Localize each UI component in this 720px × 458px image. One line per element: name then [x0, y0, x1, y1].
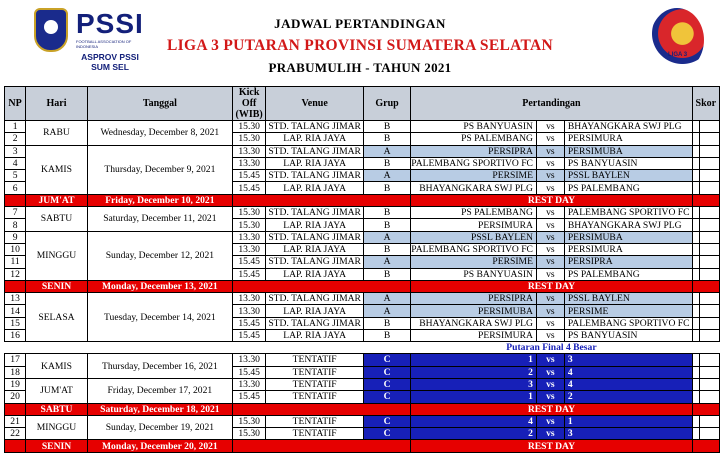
- kickoff-time: 15.45: [232, 170, 265, 182]
- rest-day-spacer: [692, 403, 719, 415]
- rest-day-date: Monday, December 13, 2021: [87, 280, 232, 292]
- venue: STD. TALANG JIMAR: [266, 293, 364, 305]
- venue: LAP. RIA JAYA: [266, 219, 364, 231]
- match-day: JUM'AT: [26, 378, 88, 403]
- home-team: 1: [411, 391, 537, 403]
- match-day: MINGGU: [26, 415, 88, 440]
- group: C: [363, 354, 410, 366]
- away-team: 2: [564, 391, 692, 403]
- match-day: SABTU: [26, 207, 88, 232]
- home-team: PALEMBANG SPORTIVO FC: [411, 243, 537, 255]
- score-away: [700, 317, 720, 329]
- match-number: 22: [5, 428, 26, 440]
- away-team: PALEMBANG SPORTIVO FC: [564, 317, 692, 329]
- vs-label: vs: [536, 256, 564, 268]
- home-team: BHAYANGKARA SWJ PLG: [411, 317, 537, 329]
- venue: STD. TALANG JIMAR: [266, 145, 364, 157]
- away-team: PERSIMUBA: [564, 145, 692, 157]
- kickoff-time: 15.30: [232, 207, 265, 219]
- kickoff-time: 15.45: [232, 330, 265, 342]
- rest-day-name: SABTU: [26, 403, 88, 415]
- vs-label: vs: [536, 268, 564, 280]
- kickoff-time: 15.45: [232, 366, 265, 378]
- col-group: Grup: [363, 87, 410, 121]
- venue: STD. TALANG JIMAR: [266, 207, 364, 219]
- vs-label: vs: [536, 366, 564, 378]
- home-team: PS PALEMBANG: [411, 133, 537, 145]
- kickoff-time: 13.30: [232, 378, 265, 390]
- kickoff-time: 13.30: [232, 305, 265, 317]
- away-team: PERSIMURA: [564, 243, 692, 255]
- kickoff-time: 13.30: [232, 145, 265, 157]
- group: B: [363, 317, 410, 329]
- match-date: Thursday, December 9, 2021: [87, 145, 232, 194]
- venue: STD. TALANG JIMAR: [266, 231, 364, 243]
- match-number: 19: [5, 378, 26, 390]
- match-day: KAMIS: [26, 354, 88, 379]
- kickoff-time: 15.45: [232, 391, 265, 403]
- match-number: 12: [5, 268, 26, 280]
- score-home: [692, 391, 700, 403]
- score-away: [700, 182, 720, 194]
- kickoff-time: 15.45: [232, 182, 265, 194]
- score-away: [700, 366, 720, 378]
- match-row: [5, 293, 720, 305]
- kickoff-time: 13.30: [232, 231, 265, 243]
- score-away: [700, 378, 720, 390]
- match-date: Sunday, December 12, 2021: [87, 231, 232, 280]
- venue: TENTATIF: [266, 428, 364, 440]
- away-team: PS PALEMBANG: [564, 268, 692, 280]
- rest-day-spacer: [692, 280, 719, 292]
- rest-day-label: REST DAY: [411, 440, 692, 452]
- score-home: [692, 366, 700, 378]
- kickoff-time: 13.30: [232, 293, 265, 305]
- score-home: [692, 354, 700, 366]
- match-number: 13: [5, 293, 26, 305]
- match-day: SELASA: [26, 293, 88, 342]
- rest-day-spacer: [232, 194, 410, 206]
- home-team: BHAYANGKARA SWJ PLG: [411, 182, 537, 194]
- kickoff-time: 15.45: [232, 268, 265, 280]
- venue: STD. TALANG JIMAR: [266, 170, 364, 182]
- separator-spacer: [692, 342, 719, 354]
- match-number: 20: [5, 391, 26, 403]
- home-team: PERSIMURA: [411, 330, 537, 342]
- page-header: [0, 0, 720, 86]
- score-away: [700, 330, 720, 342]
- logo-subtext: FOOTBALL ASSOCIATION OF INDONESIA: [76, 39, 132, 49]
- group: C: [363, 391, 410, 403]
- home-team: 2: [411, 366, 537, 378]
- rest-day-row: [5, 440, 720, 452]
- match-date: Thursday, December 16, 2021: [87, 354, 232, 379]
- score-away: [700, 293, 720, 305]
- match-row: [5, 231, 720, 243]
- score-away: [700, 256, 720, 268]
- score-home: [692, 170, 700, 182]
- away-team: PALEMBANG SPORTIVO FC: [564, 207, 692, 219]
- vs-label: vs: [536, 317, 564, 329]
- match-day: RABU: [26, 121, 88, 146]
- score-home: [692, 268, 700, 280]
- group: B: [363, 121, 410, 133]
- rest-day-name: SENIN: [26, 280, 88, 292]
- final-separator-row: [5, 342, 720, 354]
- group: A: [363, 145, 410, 157]
- score-home: [692, 428, 700, 440]
- match-number: 2: [5, 133, 26, 145]
- kickoff-time: 15.30: [232, 121, 265, 133]
- match-row: [5, 378, 720, 390]
- home-team: PERSIME: [411, 256, 537, 268]
- vs-label: vs: [536, 121, 564, 133]
- rest-day-name: SENIN: [26, 440, 88, 452]
- schedule-body: [5, 121, 720, 453]
- score-home: [692, 243, 700, 255]
- away-team: PS BANYUASIN: [564, 157, 692, 169]
- vs-label: vs: [536, 219, 564, 231]
- venue: LAP. RIA JAYA: [266, 305, 364, 317]
- rest-day-cell: [5, 280, 26, 292]
- group: C: [363, 366, 410, 378]
- col-score: Skor: [692, 87, 719, 121]
- kickoff-time: 15.30: [232, 133, 265, 145]
- away-team: PSSL BAYLEN: [564, 170, 692, 182]
- venue: STD. TALANG JIMAR: [266, 121, 364, 133]
- kickoff-time: 13.30: [232, 354, 265, 366]
- score-away: [700, 415, 720, 427]
- rest-day-spacer: [692, 440, 719, 452]
- match-number: 11: [5, 256, 26, 268]
- group: B: [363, 268, 410, 280]
- home-team: PERSIMUBA: [411, 305, 537, 317]
- match-number: 15: [5, 317, 26, 329]
- vs-label: vs: [536, 330, 564, 342]
- away-team: PERSIMUBA: [564, 231, 692, 243]
- vs-label: vs: [536, 243, 564, 255]
- rest-day-label: REST DAY: [411, 194, 692, 206]
- venue: TENTATIF: [266, 354, 364, 366]
- venue: TENTATIF: [266, 378, 364, 390]
- asprov-name: ASPROV PSSI: [81, 52, 139, 62]
- rest-day-row: [5, 280, 720, 292]
- table-header-row: [5, 87, 720, 121]
- score-away: [700, 145, 720, 157]
- away-team: PERSIMURA: [564, 133, 692, 145]
- kickoff-time: 15.30: [232, 415, 265, 427]
- match-number: 9: [5, 231, 26, 243]
- home-team: PSSL BAYLEN: [411, 231, 537, 243]
- logo-wordmark: PSSI: [76, 8, 144, 39]
- group: A: [363, 293, 410, 305]
- score-away: [700, 428, 720, 440]
- score-away: [700, 157, 720, 169]
- home-team: PALEMBANG SPORTIVO FC: [411, 157, 537, 169]
- rest-day-date: Saturday, December 18, 2021: [87, 403, 232, 415]
- rest-day-cell: [5, 403, 26, 415]
- group: B: [363, 330, 410, 342]
- rest-day-spacer: [232, 403, 410, 415]
- score-home: [692, 305, 700, 317]
- venue: TENTATIF: [266, 366, 364, 378]
- home-team: 1: [411, 354, 537, 366]
- score-away: [700, 268, 720, 280]
- group: B: [363, 133, 410, 145]
- vs-label: vs: [536, 170, 564, 182]
- venue: LAP. RIA JAYA: [266, 268, 364, 280]
- venue: LAP. RIA JAYA: [266, 133, 364, 145]
- vs-label: vs: [536, 428, 564, 440]
- home-team: PERSIPRA: [411, 145, 537, 157]
- rest-day-row: [5, 403, 720, 415]
- vs-label: vs: [536, 133, 564, 145]
- kickoff-time: 15.45: [232, 317, 265, 329]
- match-date: Saturday, December 11, 2021: [87, 207, 232, 232]
- score-home: [692, 415, 700, 427]
- home-team: PERSIME: [411, 170, 537, 182]
- venue: LAP. RIA JAYA: [266, 182, 364, 194]
- match-date: Sunday, December 19, 2021: [87, 415, 232, 440]
- match-number: 16: [5, 330, 26, 342]
- col-kickoff: Kick Off (WIB): [232, 87, 265, 121]
- home-team: 2: [411, 428, 537, 440]
- home-team: 3: [411, 378, 537, 390]
- match-date: Tuesday, December 14, 2021: [87, 293, 232, 342]
- kickoff-time: 15.30: [232, 219, 265, 231]
- away-team: 3: [564, 354, 692, 366]
- kickoff-time: 13.30: [232, 157, 265, 169]
- rest-day-cell: [5, 440, 26, 452]
- score-away: [700, 231, 720, 243]
- match-number: 3: [5, 145, 26, 157]
- away-team: PERSIME: [564, 305, 692, 317]
- match-number: 6: [5, 182, 26, 194]
- score-home: [692, 378, 700, 390]
- col-date: Tanggal: [87, 87, 232, 121]
- score-away: [700, 121, 720, 133]
- match-row: [5, 145, 720, 157]
- away-team: PSSL BAYLEN: [564, 293, 692, 305]
- away-team: BHAYANGKARA SWJ PLG: [564, 219, 692, 231]
- rest-day-date: Monday, December 20, 2021: [87, 440, 232, 452]
- away-team: 4: [564, 378, 692, 390]
- score-away: [700, 305, 720, 317]
- col-no: NP: [5, 87, 26, 121]
- match-date: Friday, December 17, 2021: [87, 378, 232, 403]
- group: A: [363, 256, 410, 268]
- rest-day-spacer: [692, 194, 719, 206]
- group: B: [363, 219, 410, 231]
- liga3-logo: [650, 8, 706, 74]
- home-team: PERSIPRA: [411, 293, 537, 305]
- away-team: PERSIPRA: [564, 256, 692, 268]
- group: B: [363, 243, 410, 255]
- rest-day-cell: [5, 194, 26, 206]
- rest-day-row: [5, 194, 720, 206]
- match-row: [5, 207, 720, 219]
- score-home: [692, 219, 700, 231]
- score-home: [692, 256, 700, 268]
- kickoff-time: 15.45: [232, 256, 265, 268]
- match-row: [5, 121, 720, 133]
- score-home: [692, 231, 700, 243]
- vs-label: vs: [536, 415, 564, 427]
- col-match: Pertandingan: [411, 87, 692, 121]
- document-location: PRABUMULIH - TAHUN 2021: [268, 60, 452, 75]
- away-team: BHAYANGKARA SWJ PLG: [564, 121, 692, 133]
- match-number: 14: [5, 305, 26, 317]
- vs-label: vs: [536, 207, 564, 219]
- home-team: PS PALEMBANG: [411, 207, 537, 219]
- rest-day-label: REST DAY: [411, 403, 692, 415]
- group: B: [363, 182, 410, 194]
- rest-day-label: REST DAY: [411, 280, 692, 292]
- vs-label: vs: [536, 157, 564, 169]
- venue: LAP. RIA JAYA: [266, 243, 364, 255]
- match-number: 17: [5, 354, 26, 366]
- rest-day-date: Friday, December 10, 2021: [87, 194, 232, 206]
- match-day: KAMIS: [26, 145, 88, 194]
- match-row: [5, 354, 720, 366]
- score-away: [700, 170, 720, 182]
- match-number: 10: [5, 243, 26, 255]
- score-away: [700, 391, 720, 403]
- group: A: [363, 231, 410, 243]
- match-number: 5: [5, 170, 26, 182]
- score-away: [700, 133, 720, 145]
- match-number: 1: [5, 121, 26, 133]
- document-subtitle: LIGA 3 PUTARAN PROVINSI SUMATERA SELATAN: [167, 37, 553, 54]
- kickoff-time: 13.30: [232, 243, 265, 255]
- liga3-logo-text: LIGA 3: [668, 52, 688, 58]
- vs-label: vs: [536, 354, 564, 366]
- score-home: [692, 157, 700, 169]
- venue: LAP. RIA JAYA: [266, 330, 364, 342]
- liga3-ball-icon: [650, 8, 704, 72]
- asprov-region: SUM SEL: [91, 62, 129, 72]
- home-team: PS BANYUASIN: [411, 268, 537, 280]
- separator-spacer: [5, 342, 411, 354]
- rest-day-spacer: [232, 440, 410, 452]
- home-team: 4: [411, 415, 537, 427]
- venue: STD. TALANG JIMAR: [266, 256, 364, 268]
- vs-label: vs: [536, 293, 564, 305]
- group: C: [363, 428, 410, 440]
- match-date: Wednesday, December 8, 2021: [87, 121, 232, 146]
- score-home: [692, 182, 700, 194]
- match-number: 21: [5, 415, 26, 427]
- vs-label: vs: [536, 231, 564, 243]
- venue: LAP. RIA JAYA: [266, 157, 364, 169]
- rest-day-name: JUM'AT: [26, 194, 88, 206]
- score-away: [700, 219, 720, 231]
- group: C: [363, 415, 410, 427]
- score-away: [700, 354, 720, 366]
- vs-label: vs: [536, 305, 564, 317]
- rest-day-spacer: [232, 280, 410, 292]
- venue: TENTATIF: [266, 391, 364, 403]
- home-team: PERSIMURA: [411, 219, 537, 231]
- match-number: 4: [5, 157, 26, 169]
- score-away: [700, 207, 720, 219]
- group: B: [363, 157, 410, 169]
- vs-label: vs: [536, 391, 564, 403]
- document-title: JADWAL PERTANDINGAN: [274, 16, 446, 31]
- group: C: [363, 378, 410, 390]
- final-round-label: Putaran Final 4 Besar: [411, 342, 692, 354]
- score-home: [692, 145, 700, 157]
- match-number: 7: [5, 207, 26, 219]
- score-home: [692, 121, 700, 133]
- group: A: [363, 305, 410, 317]
- schedule-table: [4, 86, 720, 453]
- group: B: [363, 207, 410, 219]
- away-team: PS BANYUASIN: [564, 330, 692, 342]
- vs-label: vs: [536, 182, 564, 194]
- match-number: 8: [5, 219, 26, 231]
- col-day: Hari: [26, 87, 88, 121]
- match-day: MINGGU: [26, 231, 88, 280]
- score-home: [692, 330, 700, 342]
- match-row: [5, 415, 720, 427]
- venue: TENTATIF: [266, 415, 364, 427]
- score-home: [692, 207, 700, 219]
- away-team: PS PALEMBANG: [564, 182, 692, 194]
- kickoff-time: 15.30: [232, 428, 265, 440]
- venue: STD. TALANG JIMAR: [266, 317, 364, 329]
- away-team: 1: [564, 415, 692, 427]
- group: A: [363, 170, 410, 182]
- away-team: 3: [564, 428, 692, 440]
- match-number: 18: [5, 366, 26, 378]
- col-venue: Venue: [266, 87, 364, 121]
- away-team: 4: [564, 366, 692, 378]
- score-home: [692, 133, 700, 145]
- home-team: PS BANYUASIN: [411, 121, 537, 133]
- vs-label: vs: [536, 145, 564, 157]
- vs-label: vs: [536, 378, 564, 390]
- score-away: [700, 243, 720, 255]
- score-home: [692, 317, 700, 329]
- score-home: [692, 293, 700, 305]
